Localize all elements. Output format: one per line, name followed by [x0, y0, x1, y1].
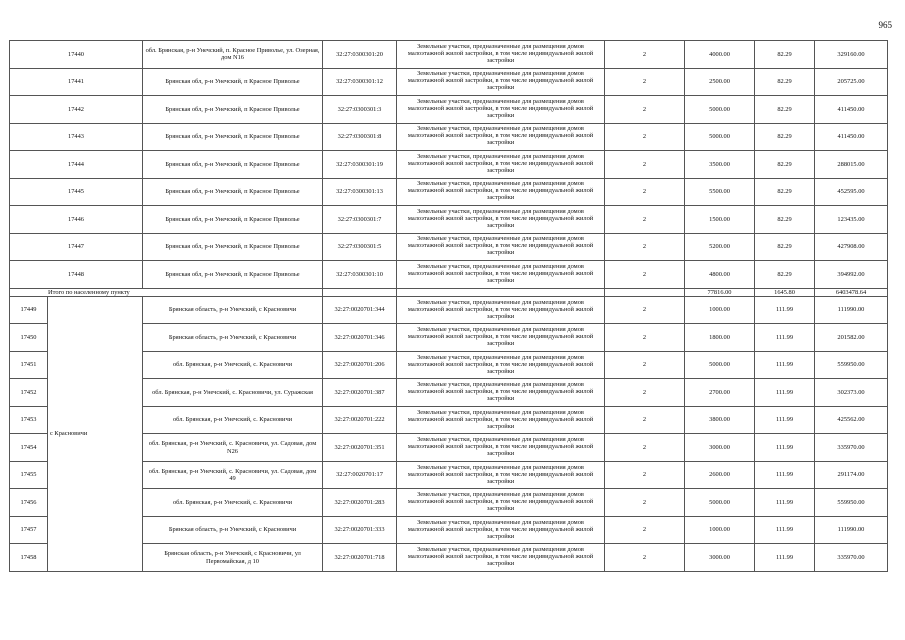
- land-use-cell: Земельные участки, предназначенные для размещения домов малоэтажной жилой застройки, в том числе индивидуальной жилой застройки: [397, 434, 605, 462]
- price-cell: 111.99: [755, 461, 815, 489]
- sum-cell: 123435.00: [815, 206, 888, 234]
- cadastral-number: 32:27:0020701:17: [323, 461, 397, 489]
- area-cell: 5000.00: [685, 123, 755, 151]
- table-row: [10, 206, 888, 234]
- cadastral-number: 32:27:0300301:10: [323, 261, 397, 289]
- address-cell: Брянская обл, р-н Унечский, п Красное Приволье: [143, 96, 323, 124]
- cadastral-number: 32:27:0300301:7: [323, 206, 397, 234]
- land-use-cell: Земельные участки, предназначенные для размещения домов малоэтажной жилой застройки, в том числе индивидуальной жилой застройки: [397, 544, 605, 572]
- cadastral-number: 32:27:0020701:344: [323, 296, 397, 324]
- plot-number: 17445: [10, 178, 143, 206]
- sum-cell: 559950.00: [815, 489, 888, 517]
- area-cell: 5500.00: [685, 178, 755, 206]
- land-use-cell: Земельные участки, предназначенные для размещения домов малоэтажной жилой застройки, в том числе индивидуальной жилой застройки: [397, 351, 605, 379]
- plot-number: 17449: [10, 296, 48, 324]
- cadastral-number: 32:27:0020701:351: [323, 434, 397, 462]
- land-use-cell: Земельные участки, предназначенные для размещения домов малоэтажной жилой застройки, в том числе индивидуальной жилой застройки: [397, 68, 605, 96]
- address-cell: обл. Брянская, р-н Унечский, с. Красновичи: [143, 406, 323, 434]
- total-price: 1645.80: [755, 288, 815, 296]
- cadastral-number: 32:27:0020701:718: [323, 544, 397, 572]
- category-cell: 2: [605, 544, 685, 572]
- address-cell: обл. Брянская, р-н Унечский, п. Красное Приволье, ул. Озерная, дом N16: [143, 41, 323, 69]
- address-cell: обл. Брянская, р-н Унечский, с. Красновичи: [143, 351, 323, 379]
- category-cell: 2: [605, 68, 685, 96]
- land-use-cell: Земельные участки, предназначенные для размещения домов малоэтажной жилой застройки, в том числе индивидуальной жилой застройки: [397, 96, 605, 124]
- plot-number: 17450: [10, 324, 48, 352]
- plot-number: 17442: [10, 96, 143, 124]
- address-cell: Брянская обл, р-н Унечский, п Красное Приволье: [143, 68, 323, 96]
- price-cell: 111.99: [755, 324, 815, 352]
- sum-cell: 111990.00: [815, 516, 888, 544]
- table-row: [10, 233, 888, 261]
- category-cell: 2: [605, 516, 685, 544]
- address-cell: Брянская обл, р-н Унечский, п Красное Приволье: [143, 233, 323, 261]
- price-cell: 82.29: [755, 261, 815, 289]
- category-cell: 2: [605, 96, 685, 124]
- price-cell: 111.99: [755, 489, 815, 517]
- price-cell: 111.99: [755, 544, 815, 572]
- area-cell: 3800.00: [685, 406, 755, 434]
- total-area: 77816.00: [685, 288, 755, 296]
- plot-number: 17447: [10, 233, 143, 261]
- plot-number: 17441: [10, 68, 143, 96]
- category-cell: 2: [605, 489, 685, 517]
- sum-cell: 425562.00: [815, 406, 888, 434]
- table-row: [10, 151, 888, 179]
- table-row: [10, 261, 888, 289]
- category-cell: 2: [605, 151, 685, 179]
- plot-number: 17454: [10, 434, 48, 462]
- plot-number: 17457: [10, 516, 48, 544]
- land-use-cell: Земельные участки, предназначенные для размещения домов малоэтажной жилой застройки, в том числе индивидуальной жилой застройки: [397, 206, 605, 234]
- land-plots-table: [9, 40, 888, 572]
- plot-number: 17444: [10, 151, 143, 179]
- area-cell: 3000.00: [685, 434, 755, 462]
- cadastral-number: 32:27:0300301:13: [323, 178, 397, 206]
- area-cell: 1000.00: [685, 296, 755, 324]
- table-row: [10, 123, 888, 151]
- area-cell: 5000.00: [685, 96, 755, 124]
- category-cell: 2: [605, 178, 685, 206]
- price-cell: 82.29: [755, 206, 815, 234]
- plot-number: 17453: [10, 406, 48, 434]
- address-cell: Брянская область, р-н Унечский, с Красновичи, ул Первомайская, д 10: [143, 544, 323, 572]
- plot-number: 17452: [10, 379, 48, 407]
- land-use-cell: Земельные участки, предназначенные для размещения домов малоэтажной жилой застройки, в том числе индивидуальной жилой застройки: [397, 261, 605, 289]
- land-use-cell: Земельные участки, предназначенные для размещения домов малоэтажной жилой застройки, в том числе индивидуальной жилой застройки: [397, 123, 605, 151]
- settlement-cell: с Красновичи: [48, 296, 143, 571]
- plot-number: 17446: [10, 206, 143, 234]
- address-cell: Брянская обл, р-н Унечский, п Красное Приволье: [143, 261, 323, 289]
- category-cell: 2: [605, 324, 685, 352]
- price-cell: 111.99: [755, 351, 815, 379]
- sum-cell: 288015.00: [815, 151, 888, 179]
- price-cell: 111.99: [755, 434, 815, 462]
- total-empty: [397, 288, 605, 296]
- cadastral-number: 32:27:0020701:346: [323, 324, 397, 352]
- cadastral-number: 32:27:0020701:206: [323, 351, 397, 379]
- area-cell: 1500.00: [685, 206, 755, 234]
- total-row: [10, 288, 888, 296]
- land-use-cell: Земельные участки, предназначенные для размещения домов малоэтажной жилой застройки, в том числе индивидуальной жилой застройки: [397, 406, 605, 434]
- address-cell: Брянская область, р-н Унечский, с Красновичи: [143, 296, 323, 324]
- sum-cell: 291174.00: [815, 461, 888, 489]
- category-cell: 2: [605, 233, 685, 261]
- total-label: Итого по населенному пункту: [10, 288, 323, 296]
- address-cell: обл. Брянская, р-н Унечский, с. Красновичи, ул. Суражская: [143, 379, 323, 407]
- sum-cell: 559950.00: [815, 351, 888, 379]
- address-cell: Брянская обл, р-н Унечский, п Красное Приволье: [143, 151, 323, 179]
- table-row: [10, 68, 888, 96]
- price-cell: 82.29: [755, 96, 815, 124]
- land-use-cell: Земельные участки, предназначенные для размещения домов малоэтажной жилой застройки, в том числе индивидуальной жилой застройки: [397, 233, 605, 261]
- sum-cell: 329160.00: [815, 41, 888, 69]
- cadastral-number: 32:27:0300301:19: [323, 151, 397, 179]
- price-cell: 82.29: [755, 233, 815, 261]
- sum-cell: 452595.00: [815, 178, 888, 206]
- sum-cell: 111990.00: [815, 296, 888, 324]
- address-cell: Брянская область, р-н Унечский, с Красновичи: [143, 324, 323, 352]
- area-cell: 4800.00: [685, 261, 755, 289]
- cadastral-number: 32:27:0300301:3: [323, 96, 397, 124]
- category-cell: 2: [605, 406, 685, 434]
- land-use-cell: Земельные участки, предназначенные для размещения домов малоэтажной жилой застройки, в том числе индивидуальной жилой застройки: [397, 489, 605, 517]
- plot-number: 17443: [10, 123, 143, 151]
- address-cell: Брянская обл, р-н Унечский, п Красное Приволье: [143, 178, 323, 206]
- price-cell: 82.29: [755, 68, 815, 96]
- cadastral-number: 32:27:0020701:333: [323, 516, 397, 544]
- land-use-cell: Земельные участки, предназначенные для размещения домов малоэтажной жилой застройки, в том числе индивидуальной жилой застройки: [397, 324, 605, 352]
- cadastral-number: 32:27:0020701:222: [323, 406, 397, 434]
- table-row: [10, 178, 888, 206]
- land-use-cell: Земельные участки, предназначенные для размещения домов малоэтажной жилой застройки, в том числе индивидуальной жилой застройки: [397, 151, 605, 179]
- address-cell: обл. Брянская, р-н Унечский, с. Красновичи, ул. Садовая, дом N26: [143, 434, 323, 462]
- category-cell: 2: [605, 123, 685, 151]
- category-cell: 2: [605, 379, 685, 407]
- price-cell: 82.29: [755, 178, 815, 206]
- price-cell: 82.29: [755, 151, 815, 179]
- sum-cell: 201582.00: [815, 324, 888, 352]
- area-cell: 2600.00: [685, 461, 755, 489]
- category-cell: 2: [605, 351, 685, 379]
- table-row: [10, 296, 888, 324]
- category-cell: 2: [605, 41, 685, 69]
- area-cell: 5000.00: [685, 351, 755, 379]
- sum-cell: 411450.00: [815, 96, 888, 124]
- plot-number: 17440: [10, 41, 143, 69]
- area-cell: 5000.00: [685, 489, 755, 517]
- area-cell: 1800.00: [685, 324, 755, 352]
- category-cell: 2: [605, 461, 685, 489]
- plot-number: 17448: [10, 261, 143, 289]
- land-use-cell: Земельные участки, предназначенные для размещения домов малоэтажной жилой застройки, в том числе индивидуальной жилой застройки: [397, 516, 605, 544]
- address-cell: Брянская обл, р-н Унечский, п Красное Приволье: [143, 206, 323, 234]
- cadastral-number: 32:27:0300301:20: [323, 41, 397, 69]
- address-cell: обл. Брянская, р-н Унечский, с. Красновичи, ул. Садовая, дом 49: [143, 461, 323, 489]
- area-cell: 3000.00: [685, 544, 755, 572]
- sum-cell: 302373.00: [815, 379, 888, 407]
- price-cell: 82.29: [755, 41, 815, 69]
- category-cell: 2: [605, 434, 685, 462]
- cadastral-number: 32:27:0300301:8: [323, 123, 397, 151]
- table-row: [10, 96, 888, 124]
- area-cell: 2700.00: [685, 379, 755, 407]
- land-use-cell: Земельные участки, предназначенные для размещения домов малоэтажной жилой застройки, в том числе индивидуальной жилой застройки: [397, 461, 605, 489]
- total-empty: [323, 288, 397, 296]
- address-cell: Брянская область, р-н Унечский, с Красновичи: [143, 516, 323, 544]
- price-cell: 82.29: [755, 123, 815, 151]
- page-number: 965: [878, 20, 892, 30]
- cadastral-number: 32:27:0300301:5: [323, 233, 397, 261]
- plot-number: 17456: [10, 489, 48, 517]
- price-cell: 111.99: [755, 379, 815, 407]
- sum-cell: 335970.00: [815, 434, 888, 462]
- sum-cell: 411450.00: [815, 123, 888, 151]
- plot-number: 17458: [10, 544, 48, 572]
- plot-number: 17455: [10, 461, 48, 489]
- plot-number: 17451: [10, 351, 48, 379]
- sum-cell: 335970.00: [815, 544, 888, 572]
- price-cell: 111.99: [755, 516, 815, 544]
- area-cell: 2500.00: [685, 68, 755, 96]
- address-cell: обл. Брянская, р-н Унечский, с. Красновичи: [143, 489, 323, 517]
- category-cell: 2: [605, 296, 685, 324]
- category-cell: 2: [605, 206, 685, 234]
- sum-cell: 394992.00: [815, 261, 888, 289]
- land-use-cell: Земельные участки, предназначенные для размещения домов малоэтажной жилой застройки, в том числе индивидуальной жилой застройки: [397, 296, 605, 324]
- cadastral-number: 32:27:0020701:387: [323, 379, 397, 407]
- area-cell: 5200.00: [685, 233, 755, 261]
- area-cell: 3500.00: [685, 151, 755, 179]
- category-cell: 2: [605, 261, 685, 289]
- land-use-cell: Земельные участки, предназначенные для размещения домов малоэтажной жилой застройки, в том числе индивидуальной жилой застройки: [397, 41, 605, 69]
- land-use-cell: Земельные участки, предназначенные для размещения домов малоэтажной жилой застройки, в том числе индивидуальной жилой застройки: [397, 379, 605, 407]
- land-use-cell: Земельные участки, предназначенные для размещения домов малоэтажной жилой застройки, в том числе индивидуальной жилой застройки: [397, 178, 605, 206]
- total-empty: [605, 288, 685, 296]
- cadastral-number: 32:27:0020701:283: [323, 489, 397, 517]
- cadastral-number: 32:27:0300301:12: [323, 68, 397, 96]
- price-cell: 111.99: [755, 406, 815, 434]
- area-cell: 4000.00: [685, 41, 755, 69]
- price-cell: 111.99: [755, 296, 815, 324]
- sum-cell: 205725.00: [815, 68, 888, 96]
- table-row: [10, 41, 888, 69]
- area-cell: 1000.00: [685, 516, 755, 544]
- address-cell: Брянская обл, р-н Унечский, п Красное Приволье: [143, 123, 323, 151]
- total-sum: 6403478.64: [815, 288, 888, 296]
- sum-cell: 427908.00: [815, 233, 888, 261]
